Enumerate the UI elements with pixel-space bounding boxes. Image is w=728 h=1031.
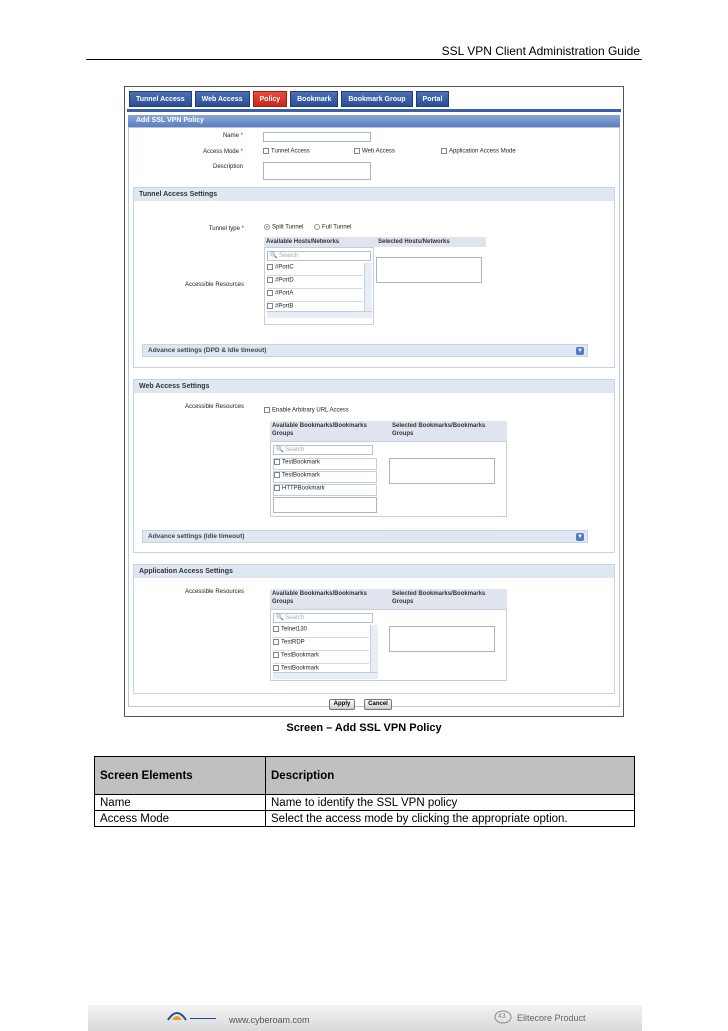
tunnel-checkbox[interactable] xyxy=(263,148,269,154)
table-cell-description: Name to identify the SSL VPN policy xyxy=(266,795,635,811)
list-item[interactable] xyxy=(273,458,377,470)
list-item[interactable] xyxy=(273,471,377,483)
document-header-title: SSL VPN Client Administration Guide xyxy=(441,44,640,58)
access-mode-required-mark: * xyxy=(240,149,243,155)
application-access-section xyxy=(133,564,615,694)
item-checkbox[interactable] xyxy=(273,665,279,671)
tunnel-type-required-mark: * xyxy=(241,226,244,232)
tab-bookmark-group[interactable]: Bookmark Group xyxy=(341,91,412,107)
table-row xyxy=(95,795,635,811)
chevron-down-icon[interactable]: ▼ xyxy=(577,534,583,540)
tunnel-search-placeholder: Search xyxy=(279,253,299,259)
app-search-input[interactable]: 🔍 Search xyxy=(273,613,373,623)
tab-portal[interactable]: Portal xyxy=(416,91,450,107)
cyberoam-logo-icon xyxy=(166,1008,188,1022)
access-mode-label xyxy=(203,149,243,155)
item-checkbox[interactable] xyxy=(274,485,280,491)
item-checkbox[interactable] xyxy=(267,290,273,296)
full-tunnel-label: Full Tunnel xyxy=(322,224,352,231)
name-label xyxy=(223,133,243,139)
split-tunnel-label: Split Tunnel xyxy=(272,224,304,231)
split-tunnel-radio[interactable] xyxy=(264,224,270,230)
item-label: TestRDP xyxy=(281,639,305,646)
app-available-header: Available Bookmarks/Bookmarks Groups xyxy=(270,589,390,609)
tunnel-access-section xyxy=(133,187,615,368)
form-title: Add SSL VPN Policy xyxy=(128,115,620,127)
tunnel-type-label-text: Tunnel type xyxy=(208,226,240,232)
app-search-placeholder: Search xyxy=(285,615,305,621)
web-advance-settings[interactable] xyxy=(142,530,588,543)
tab-policy[interactable]: Policy xyxy=(253,91,288,107)
tunnel-available-header: Available Hosts/Networks xyxy=(264,237,376,247)
item-label: TestBookmark xyxy=(281,665,320,671)
tunnel-search-input[interactable]: 🔍 Search xyxy=(267,251,371,261)
elitecore-logo-mark: 43 xyxy=(498,1013,506,1020)
item-label: TestBookmark xyxy=(282,459,321,466)
policy-screenshot xyxy=(124,86,624,717)
list-item[interactable] xyxy=(273,639,369,651)
web-available-header: Available Bookmarks/Bookmarks Groups xyxy=(270,421,390,441)
tab-bar xyxy=(129,91,449,107)
column-header-elements: Screen Elements xyxy=(95,757,266,795)
app-selected-header: Selected Bookmarks/Bookmarks Groups xyxy=(390,589,507,609)
tunnel-selected-list[interactable] xyxy=(376,257,482,283)
table-cell-element: Access Mode xyxy=(95,811,266,827)
name-input[interactable] xyxy=(263,132,371,142)
tunnel-section-title: Tunnel Access Settings xyxy=(134,188,614,201)
full-tunnel-option[interactable] xyxy=(314,224,351,231)
table-header-row xyxy=(95,757,635,795)
tab-bookmark[interactable]: Bookmark xyxy=(290,91,338,107)
item-checkbox[interactable] xyxy=(273,639,279,645)
full-tunnel-radio[interactable] xyxy=(314,224,320,230)
item-label: TestBookmark xyxy=(282,472,321,479)
item-label: #PortC xyxy=(275,264,294,271)
item-label: HTTPBookmark xyxy=(282,485,325,492)
item-checkbox[interactable] xyxy=(273,626,279,632)
web-list-container xyxy=(270,441,507,517)
list-item[interactable] xyxy=(273,652,369,664)
web-available-list-empty xyxy=(273,497,377,513)
item-label: #PortD xyxy=(275,277,294,284)
item-label: Telnet130 xyxy=(281,626,308,633)
item-checkbox[interactable] xyxy=(274,459,280,465)
list-item[interactable] xyxy=(273,626,369,638)
list-item[interactable] xyxy=(273,484,377,496)
app-section-title: Application Access Settings xyxy=(134,565,614,578)
list-item[interactable] xyxy=(267,290,363,302)
screenshot-caption: Screen – Add SSL VPN Policy xyxy=(286,722,442,734)
item-checkbox[interactable] xyxy=(274,472,280,478)
list-item[interactable] xyxy=(267,303,363,310)
list-item[interactable] xyxy=(267,277,363,289)
apply-button[interactable]: Apply xyxy=(329,699,355,710)
split-tunnel-option[interactable] xyxy=(264,224,303,231)
column-header-description: Description xyxy=(266,757,635,795)
tunnel-option-label: Tunnel Access xyxy=(271,148,310,155)
item-checkbox[interactable] xyxy=(267,264,273,270)
chevron-down-icon[interactable]: ▼ xyxy=(577,348,583,354)
list-item[interactable] xyxy=(267,264,363,276)
tunnel-advance-settings[interactable] xyxy=(142,344,588,357)
header-divider xyxy=(86,59,642,60)
item-label: TestBookmark xyxy=(281,652,320,659)
name-label-text: Name xyxy=(222,133,239,139)
table-row xyxy=(95,811,635,827)
web-resources-label: Accessible Resources xyxy=(184,404,244,410)
description-label: Description xyxy=(212,164,243,170)
footer-product: Elitecore Product xyxy=(517,1013,586,1023)
item-checkbox[interactable] xyxy=(273,652,279,658)
tunnel-selected-header: Selected Hosts/Networks xyxy=(374,237,486,247)
tab-underline xyxy=(127,109,621,112)
name-required-mark: * xyxy=(240,133,243,139)
enable-url-label: Enable Arbitrary URL Access xyxy=(272,407,349,414)
enable-url-checkbox[interactable] xyxy=(264,407,270,413)
item-checkbox[interactable] xyxy=(267,303,273,309)
item-label: #PortA xyxy=(275,290,294,297)
tunnel-resources-label: Accessible Resources xyxy=(184,282,244,288)
description-input[interactable] xyxy=(263,162,371,180)
app-list-container xyxy=(270,609,507,681)
tunnel-vertical-scrollbar[interactable] xyxy=(364,263,372,316)
tunnel-type-label xyxy=(209,226,244,232)
app-resources-label: Accessible Resources xyxy=(184,589,244,595)
web-checkbox[interactable] xyxy=(354,148,360,154)
web-selected-list[interactable] xyxy=(389,458,495,484)
access-mode-web[interactable] xyxy=(354,148,395,155)
footer-url[interactable]: www.cyberoam.com xyxy=(229,1015,310,1025)
enable-arbitrary-url-option[interactable] xyxy=(264,407,349,414)
web-section-title: Web Access Settings xyxy=(134,380,614,393)
app-horizontal-scrollbar[interactable] xyxy=(273,672,378,679)
access-mode-tunnel[interactable] xyxy=(263,148,310,155)
web-search-input[interactable]: 🔍 Search xyxy=(273,445,373,455)
item-label: #PortB xyxy=(275,303,294,310)
tunnel-horizontal-scrollbar[interactable] xyxy=(267,311,372,318)
tunnel-advance-label: Advance settings (DPD & Idle timeout) xyxy=(148,347,267,354)
app-selected-list[interactable] xyxy=(389,626,495,652)
screen-elements-table xyxy=(94,756,635,827)
list-item[interactable] xyxy=(273,665,369,671)
cancel-button[interactable]: Cancel xyxy=(364,699,392,710)
app-vertical-scrollbar[interactable] xyxy=(370,625,378,673)
footer-logo-rule xyxy=(190,1018,216,1019)
web-search-placeholder: Search xyxy=(285,447,305,453)
item-checkbox[interactable] xyxy=(267,277,273,283)
web-option-label: Web Access xyxy=(362,148,395,155)
access-mode-application[interactable] xyxy=(441,148,516,155)
tab-tunnel-access[interactable]: Tunnel Access xyxy=(129,91,192,107)
access-mode-label-text: Access Mode xyxy=(202,149,239,155)
table-cell-element: Name xyxy=(95,795,266,811)
application-checkbox[interactable] xyxy=(441,148,447,154)
tab-web-access[interactable]: Web Access xyxy=(195,91,250,107)
application-option-label: Application Access Mode xyxy=(449,148,516,155)
web-advance-label: Advance settings (Idle timeout) xyxy=(148,533,245,540)
web-selected-header: Selected Bookmarks/Bookmarks Groups xyxy=(390,421,507,441)
tunnel-available-list xyxy=(264,247,374,325)
form-body xyxy=(128,127,620,707)
web-access-section xyxy=(133,379,615,553)
table-cell-description: Select the access mode by clicking the appropriate option. xyxy=(266,811,635,827)
